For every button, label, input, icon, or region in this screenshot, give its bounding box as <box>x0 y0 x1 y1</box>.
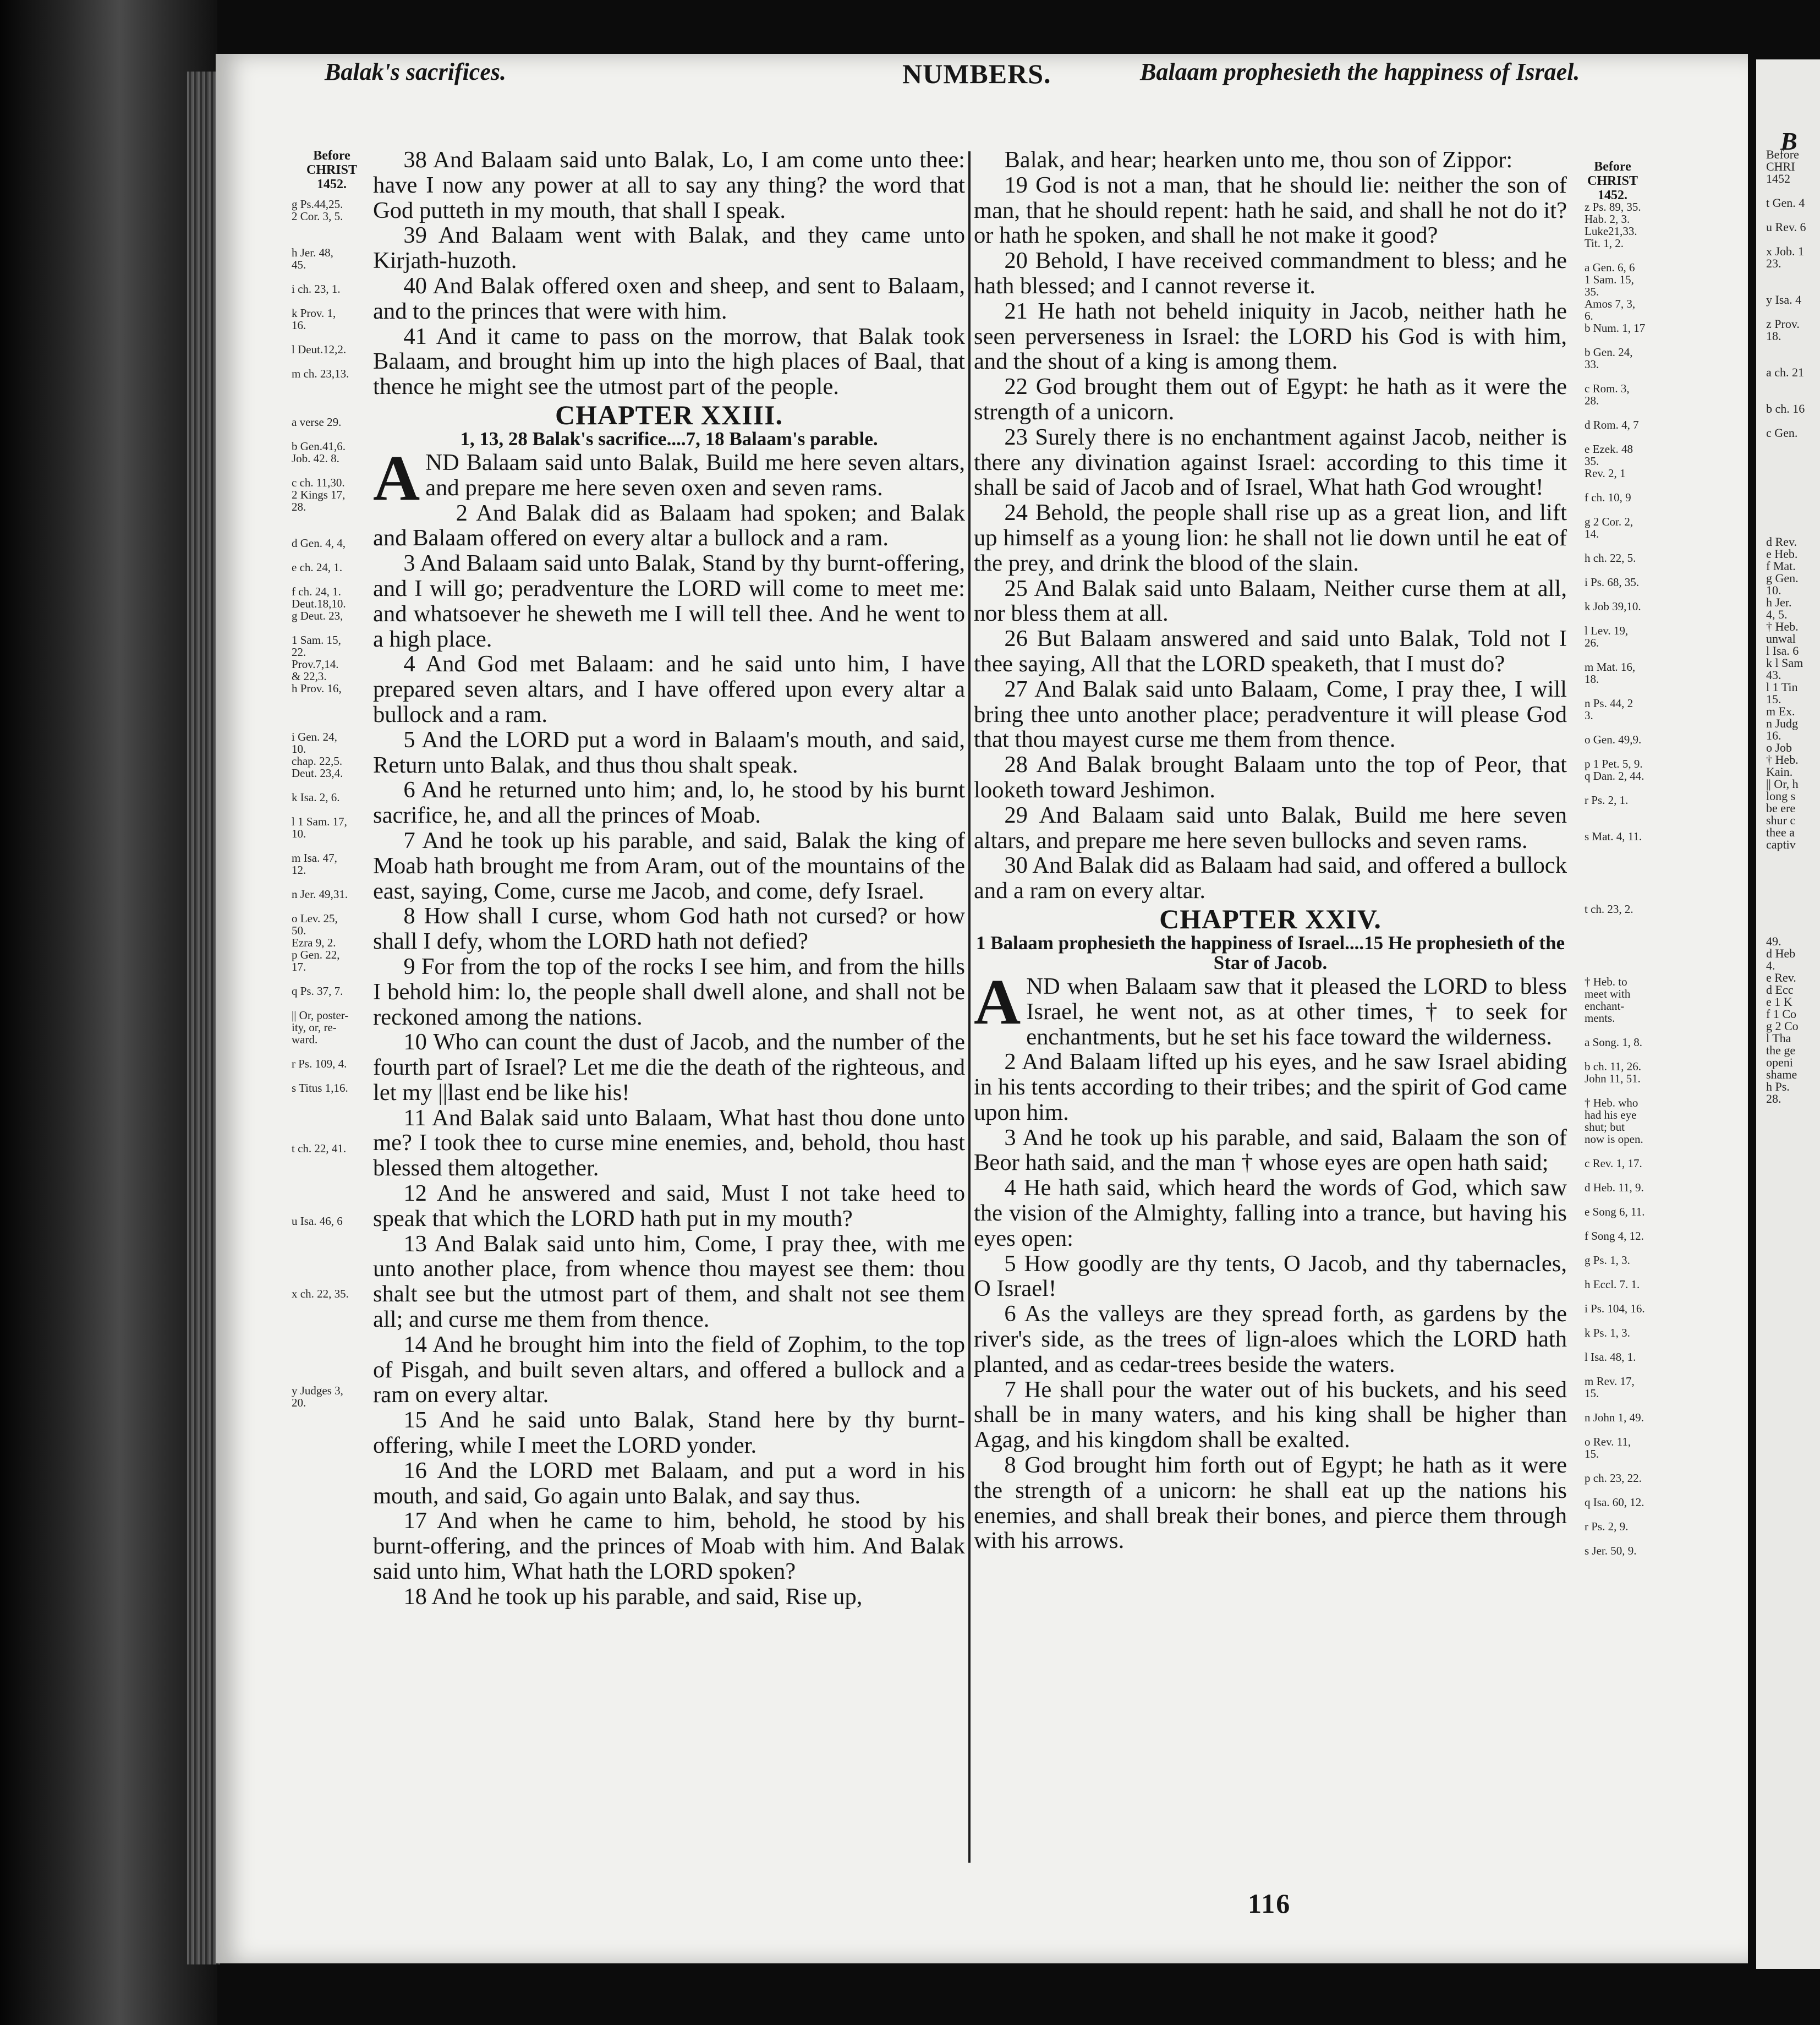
verse: 3 And Balaam said unto Balak, Stand by thy burnt-offering, and I will go; peradventure the LORD will come to meet me: and whatsoever he sheweth me I will tell thee. And he went to a high place. <box>373 550 965 652</box>
verse: 22 God brought them out of Egypt: he hath as it were the strength of a unicorn. <box>974 374 1567 425</box>
verse: 5 How goodly are thy tents, O Jacob, and thy tabernacles, O Israel! <box>974 1250 1567 1302</box>
verse: 39 And Balaam went with Balak, and they came unto Kirjath-huzoth. <box>373 222 965 274</box>
verse: 12 And he answered and said, Must I not take heed to speak that which the LORD hath put in my mouth? <box>373 1180 965 1232</box>
verse: 18 And he took up his parable, and said, Rise up, <box>403 1583 863 1610</box>
chapter-verses <box>373 501 965 1610</box>
verse: 3 And he took up his parable, and said, Balaam the son of Beor hath said, and the man † whose eyes are open hath said; <box>974 1124 1567 1176</box>
verse: 19 God is not a man, that he should lie: neither the son of man, that he should repent: hath he said, and shall he not do it? or hath he spoken, and shall he not make it good? <box>974 172 1567 249</box>
right-margin-references: z Ps. 89, 35. Hab. 2, 3. Luke21,33. Tit. 1, 2. a Gen. 6, 6 1 Sam. 15, 35. Amos 7, 3, 6. b Num. 1, 17 b Gen. 24, 33. c Rom. 3, 28. d Rom. 4, 7 e Ezek. 48 35. Rev. 2, 1 f ch. 10, 9 g 2 Cor. 2, 14. h ch. 22, 5. i Ps. 68, 35. k Job 39,10. l Lev. 19, 26. m Mat. 16, 18. n Ps. 44, 2 3. o Gen. 49,9. p 1 Pet. 5, 9. q Dan. 2, 44. r Ps. 2, 1. s Mat. 4, 11. t ch. 23, 2. † Heb. to meet with enchant- ments. a Song. 1, 8. b ch. 11, 26. John 11, 51. † Heb. who had his eye shut; but now is open. c Rev. 1, 17. d Heb. 11, 9. e Song 6, 11. f Song 4, 12. g Ps. 1, 3. h Eccl. 7. 1. i Ps. 104, 16. k Ps. 1, 3. l Isa. 48, 1. m Rev. 17, 15. n John 1, 49. o Rev. 11, 15. p ch. 23, 22. q Isa. 60, 12. r Ps. 2, 9. s Jer. 50, 9. <box>1585 200 1646 1557</box>
verse: 24 Behold, the people shall rise up as a great lion, and lift up himself as a young lion: he shall not lie down until he eat of the prey, and drink the blood of the slain. <box>974 500 1567 576</box>
verse: 6 And he returned unto him; and, lo, he stood by his burnt sacrifice, he, and all the princes of Moab. <box>373 777 965 829</box>
facing-page-margin-references: Before CHRI 1452 t Gen. 4 u Rev. 6 x Job. 1 23. y Isa. 4 z Prov. 18. a ch. 21 b ch. 16 c Gen. d Rev. e Heb. f Mat. g Gen. 10. h Jer. 4, 5. † Heb. unwal l Isa. 6 k l Sam 43. l 1 Tin 15. m Ex. n Judg 16. o Job † Heb. Kain. || Or, h long s be ere shur c thee a captiv 49. d Heb 4. e Rev. d Ecc e 1 K f 1 Co g 2 Co l Tha the ge openi shame h Ps. 28. <box>1766 147 1806 1105</box>
verse: 38 And Balaam said unto Balak, Lo, I am come unto thee: have I now any power at all to say any thing? the word that God putteth in my mouth, that shall I speak. <box>373 147 965 223</box>
before-christ-year: 1452. <box>317 177 347 191</box>
verse: 10 Who can count the dust of Jacob, and the number of the fourth part of Israel? Let me die the death of the righteous, and let my ||last end be like his! <box>373 1029 965 1105</box>
left-text-column <box>373 147 965 1862</box>
verse: 28 And Balak brought Balaam unto the top of Peor, that looketh toward Jeshimon. <box>974 752 1567 803</box>
chapter-heading: CHAPTER XXIII. <box>555 399 783 430</box>
verse: 17 And when he came to him, behold, he stood by his burnt-offering, and the princes of Moab with him. And Balak said unto him, What hath the LORD spoken? <box>373 1508 965 1585</box>
verse: 27 And Balak said unto Balaam, Come, I pray thee, I will bring thee unto another place; peradventure it will please God that thou mayest curse me them from thence. <box>974 676 1567 753</box>
verse: 5 And the LORD put a word in Balaam's mouth, and said, Return unto Balak, and thus thou shalt speak. <box>373 726 965 778</box>
verse: 2 And Balaam lifted up his eyes, and he saw Israel abiding in his tents according to their tribes; and the spirit of God came upon him. <box>974 1049 1567 1125</box>
verse: 4 And God met Balaam: and he said unto him, I have prepared seven altars, and I have offered upon every altar a bullock and a ram. <box>373 651 965 727</box>
verse: 21 He hath not beheld iniquity in Jacob, neither hath he seen perverseness in Israel: the LORD his God is with him, and the shout of a king is among them. <box>974 298 1567 375</box>
page-edges <box>187 72 220 1964</box>
verse: 8 How shall I curse, whom God hath not cursed? or how shall I defy, whom the LORD hath not defied? <box>373 903 965 955</box>
running-head-book-title: NUMBERS. <box>902 58 1051 89</box>
drop-cap: A <box>373 441 420 514</box>
first-verse-text: ND when Balaam saw that it pleased the LORD to bless Israel, he went not, as at other times, † to seek for enchantments, but he set his face toward the wilderness. <box>1026 973 1567 1050</box>
before-christ-label: Before CHRIST <box>1587 160 1638 188</box>
verse: 6 As the valleys are they spread forth, as gardens by the river's side, as the trees of lign-aloes which the LORD hath planted, and as cedar-trees beside the waters. <box>974 1301 1567 1377</box>
verse: 29 And Balaam said unto Balak, Build me here seven altars, and prepare me here seven bullocks and seven rams. <box>974 802 1567 853</box>
verse: 9 For from the top of the rocks I see him, and from the hills I behold him: lo, the people shall dwell alone, and shall not be reckoned among the nations. <box>373 953 965 1030</box>
verse: 14 And he brought him into the field of Zophim, to the top of Pisgah, and built seven altars, and offered a bullock and a ram on every altar. <box>373 1331 965 1408</box>
page-number: 116 <box>1248 1888 1291 1919</box>
book-spine <box>0 0 217 2025</box>
verse: 41 And it came to pass on the morrow, that Balak took Balaam, and brought him up into the high places of Baal, that thence he might see the utmost part of the people. <box>373 323 965 400</box>
verse: Balak, and hear; hearken unto me, thou son of Zippor: <box>1004 147 1513 173</box>
verse: 8 God brought him forth out of Egypt; he hath as it were the strength of a unicorn: he shall eat up the nations his enemies, and shall break their bones, and pierce them through with his arrows. <box>974 1452 1567 1554</box>
right-text-column <box>974 147 1567 1862</box>
verse: 2 And Balak did as Balaam had spoken; and Balak and Balaam offered on every altar a bullock and a ram. <box>373 500 965 551</box>
verses-before-chapter <box>974 147 1567 904</box>
verse: 13 And Balak said unto him, Come, I pray thee, with me unto another place, from whence thou mayest see them: thou shalt see but the utmost part of them, and shalt not see them all; and curse me them from thence. <box>373 1230 965 1333</box>
verse: 7 And he took up his parable, and said, Balak the king of Moab hath brought me from Aram, out of the mountains of the east, saying, Come, curse me Jacob, and come, defy Israel. <box>373 827 965 904</box>
before-christ-marker-left <box>290 149 373 191</box>
chapter-summary: 1, 13, 28 Balak's sacrifice....7, 18 Balaam's parable. <box>460 428 878 450</box>
verses-before-chapter <box>373 147 965 399</box>
verse: 26 But Balaam answered and said unto Balak, Told not I thee saying, All that the LORD speaketh, that I must do? <box>974 626 1567 677</box>
verse: 40 And Balak offered oxen and sheep, and sent to Balaam, and to the princes that were with him. <box>373 272 965 324</box>
before-christ-marker-right <box>1580 160 1645 202</box>
verse: 15 And he said unto Balak, Stand here by thy burnt-offering, while I meet the LORD yonder. <box>373 1407 965 1459</box>
verse: 11 And Balak said unto Balaam, What hast thou done unto me? I took thee to curse mine enemies, and, behold, thou hast blessed them altogether. <box>373 1104 965 1181</box>
verse: 25 And Balak said unto Balaam, Neither curse them at all, nor bless them at all. <box>974 575 1567 627</box>
chapter-heading: CHAPTER XXIV. <box>1159 903 1382 934</box>
verse: 4 He hath said, which heard the words of God, which saw the vision of the Almighty, falling into a trance, but having his eyes open: <box>974 1175 1567 1251</box>
left-margin-references: g Ps.44,25. 2 Cor. 3, 5. h Jer. 48, 45. i ch. 23, 1. k Prov. 1, 16. l Deut.12,2. m ch. 23,13. a verse 29. b Gen.41,6. Job. 42. 8. c ch. 11,30. 2 Kings 17, 28. d Gen. 4, 4, e ch. 24, 1. f ch. 24, 1. Deut.18,10. g Deut. 23, 1 Sam. 15, 22. Prov.7,14. & 22,3. h Prov. 16, i Gen. 24, 10. chap. 22,5. Deut. 23,4. k Isa. 2, 6. l 1 Sam. 17, 10. m Isa. 47, 12. n Jer. 49,31. o Lev. 25, 50. Ezra 9, 2. p Gen. 22, 17. q Ps. 37, 7. || Or, poster- ity, or, re- ward. r Ps. 109, 4. s Titus 1,16. t ch. 22, 41. u Isa. 46, 6 x ch. 22, 35. y Judges 3, 20. <box>292 198 349 1409</box>
drop-cap: A <box>974 965 1021 1038</box>
verse: 30 And Balak did as Balaam had said, and offered a bullock and a ram on every altar. <box>974 852 1567 904</box>
before-christ-year: 1452. <box>1598 188 1627 202</box>
verse: 23 Surely there is no enchantment against Jacob, neither is there any divination against Israel: according to this time it shall be said of Jacob and of Israel, What hath God wrought! <box>974 424 1567 501</box>
facing-page-head: B <box>1780 127 1797 155</box>
first-verse-text: ND Balaam said unto Balak, Build me here seven altars, and prepare me here seven oxen and seven rams. <box>425 449 965 501</box>
verse: 16 And the LORD met Balaam, and put a word in his mouth, and said, Go again unto Balak, and say thus. <box>373 1457 965 1509</box>
before-christ-label: Before CHRIST <box>306 149 358 177</box>
chapter-summary: 1 Balaam prophesieth the happiness of Israel....15 He prophesieth of the Star of Jacob. <box>975 932 1565 973</box>
chapter-verses <box>974 1049 1567 1553</box>
running-head-left: Balak's sacrifices. <box>325 58 506 85</box>
verse: 20 Behold, I have received commandment to bless; and he hath blessed; and I cannot reverse it. <box>974 248 1567 299</box>
running-head-right: Balaam prophesieth the happiness of Israel. <box>1140 58 1580 85</box>
first-verse <box>974 965 1567 1050</box>
column-rule <box>968 151 971 1863</box>
verse: 7 He shall pour the water out of his buckets, and his seed shall be in many waters, and his king shall be higher than Agag, and his kingdom shall be exalted. <box>974 1376 1567 1453</box>
first-verse <box>373 441 965 514</box>
